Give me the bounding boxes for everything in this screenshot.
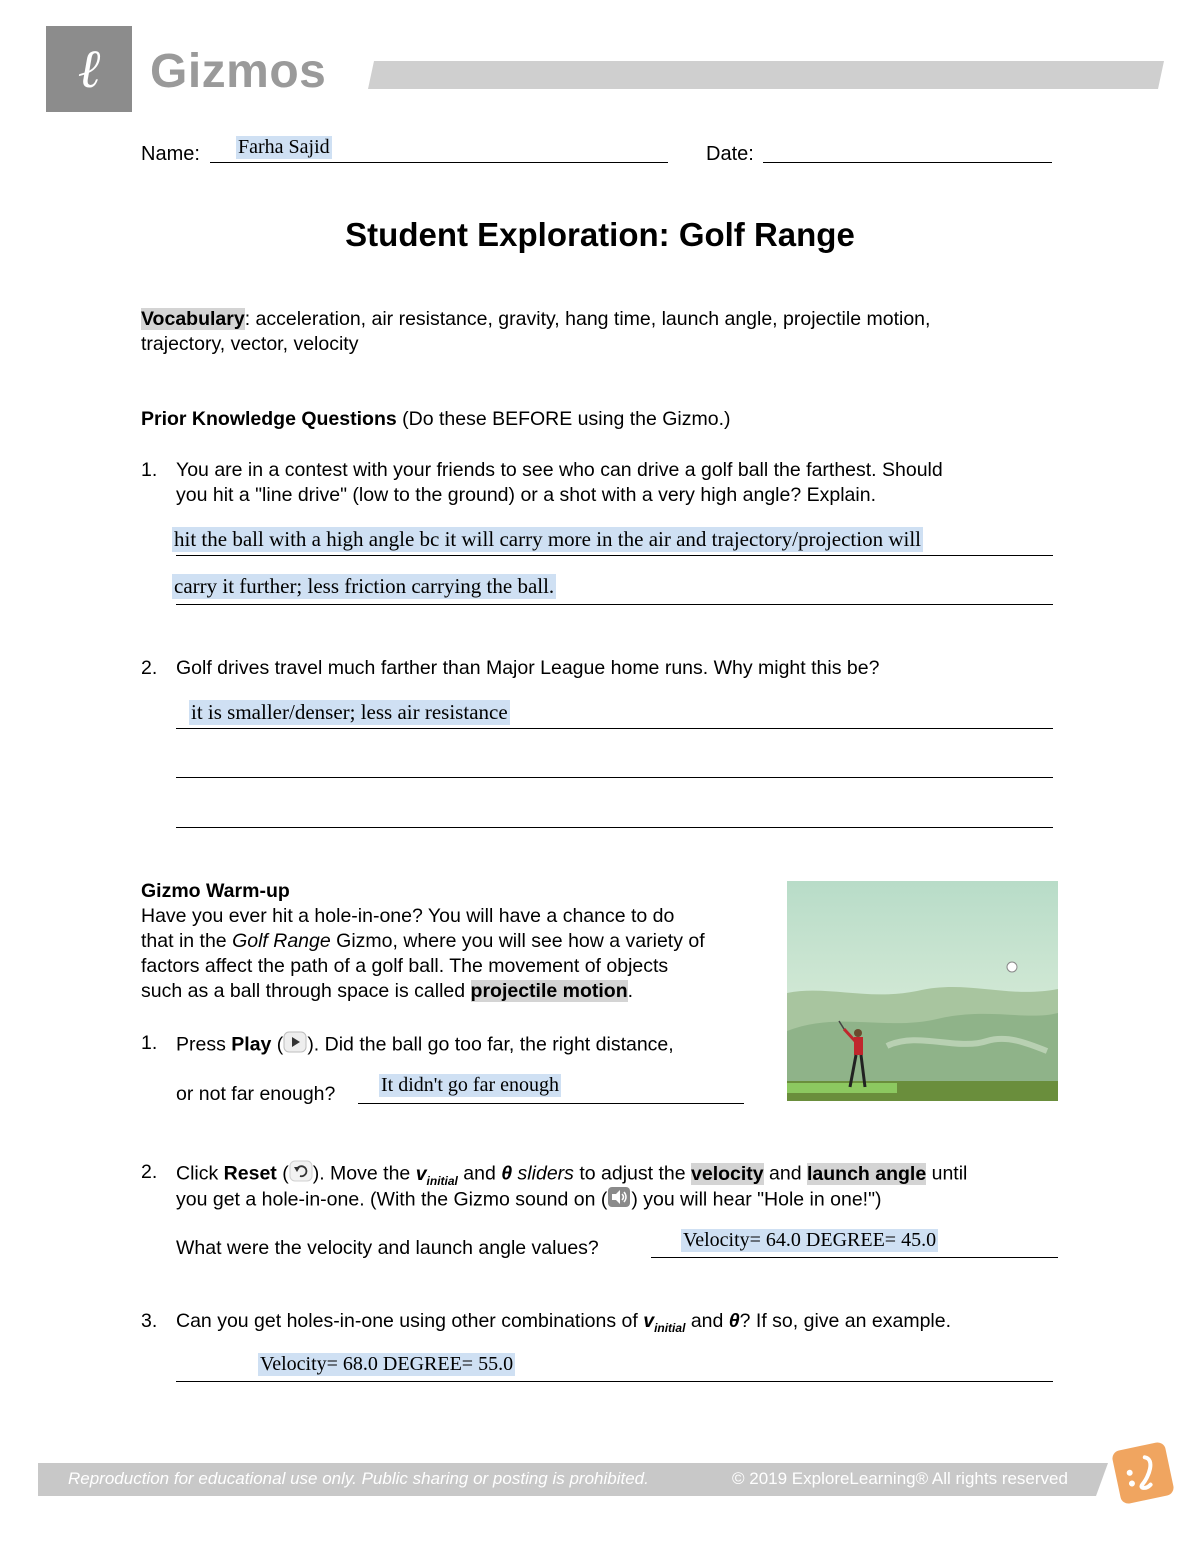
name-label: Name:: [141, 143, 200, 165]
prior-q2-text: Golf drives travel much farther than Major League home runs. Why might this be?: [176, 657, 880, 679]
warmup-q1-line2: or not far enough?: [176, 1083, 336, 1105]
warmup-q1-text: Press Play ( ). Did the ball go too far, the right distance,: [176, 1031, 674, 1060]
answer-line: [651, 1257, 1058, 1258]
explorelearning-logo-icon: [1108, 1440, 1178, 1506]
answer-line: [176, 555, 1053, 556]
prior-q1-answer-line1[interactable]: hit the ball with a high angle bc it will carry more in the air and trajectory/projection will: [174, 527, 922, 551]
warmup-q2-line2: you get a hole-in-one. (With the Gizmo sound on ( ) you will hear "Hole in one!"): [176, 1186, 882, 1215]
brand-name: Gizmos: [150, 45, 327, 98]
warmup-q3-answer[interactable]: Velocity= 68.0 DEGREE= 55.0: [260, 1353, 514, 1375]
warmup-q3-number: 3.: [141, 1310, 158, 1332]
date-field[interactable]: [763, 162, 1052, 163]
prior-knowledge-heading: Prior Knowledge Questions (Do these BEFORE using the Gizmo.): [141, 408, 731, 430]
prior-q1-text: You are in a contest with your friends to see who can drive a golf ball the farthest. Should you hit a "line drive" (low to the ground) or a shot with a very high angle? Explain.: [176, 459, 943, 506]
name-line: [210, 162, 668, 163]
warmup-q2-line3: What were the velocity and launch angle values?: [176, 1237, 599, 1259]
warmup-q3-text: Can you get holes-in-one using other combinations of $v_{initial}$ and θ? If so, give an example.: [176, 1310, 952, 1335]
warmup-paragraph: Have you ever hit a hole-in-one? You will have a chance to do that in the Golf Range Gizmo, where you will see how a variety of factors affect the path of a golf ball. The movement of objects such as a ball through space is called projectile motion.: [141, 905, 705, 1002]
footer-copyright: © 2019 ExploreLearning® All rights reserved: [732, 1469, 1068, 1488]
answer-line: [176, 604, 1053, 605]
warmup-q1-answer[interactable]: It didn't go far enough: [381, 1074, 560, 1096]
prior-q2-number: 2.: [141, 657, 158, 679]
prior-q1-answer-line2[interactable]: carry it further; less friction carrying the ball.: [174, 574, 555, 598]
header-bar: [368, 61, 1164, 89]
answer-line[interactable]: [176, 827, 1053, 828]
warmup-q2-number: 2.: [141, 1161, 158, 1183]
reset-icon: [289, 1160, 313, 1189]
speaker-icon: [607, 1186, 631, 1215]
warmup-q2-answer[interactable]: Velocity= 64.0 DEGREE= 45.0: [683, 1229, 937, 1251]
answer-line: [358, 1103, 744, 1104]
gizmos-logo-icon: [46, 26, 132, 112]
vocabulary-terms: : acceleration, air resistance, gravity, hang time, launch angle, projectile motion,: [244, 308, 931, 330]
warmup-heading: Gizmo Warm-up: [141, 880, 290, 902]
warmup-q2-text: Click Reset ( ). Move the $v_{initial}$ and θ sliders to adjust the velocity and launch angle until: [176, 1160, 967, 1194]
answer-line: [176, 1381, 1053, 1382]
vocabulary-label: Vocabulary: [141, 308, 245, 330]
golf-range-illustration: [787, 881, 1058, 1101]
vocabulary-terms-line2: trajectory, vector, velocity: [141, 333, 359, 355]
answer-line[interactable]: [176, 777, 1053, 778]
page-title: Student Exploration: Golf Range: [345, 216, 855, 253]
logo-glyph: ℓ: [77, 37, 101, 100]
prior-q1-number: 1.: [141, 459, 158, 481]
name-field[interactable]: Farha Sajid: [238, 136, 330, 158]
play-icon: [283, 1031, 307, 1060]
answer-line: [176, 728, 1053, 729]
footer-disclaimer: Reproduction for educational use only. Public sharing or posting is prohibited.: [68, 1469, 649, 1488]
warmup-q1-number: 1.: [141, 1032, 158, 1054]
date-label: Date:: [706, 143, 754, 165]
vocabulary-section: [141, 307, 1061, 357]
prior-q2-answer[interactable]: it is smaller/denser; less air resistance: [191, 700, 508, 724]
